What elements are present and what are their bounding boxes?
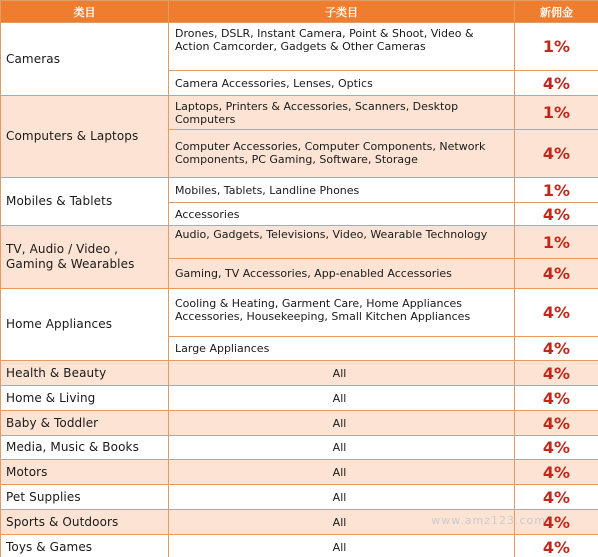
subcategory-cell: Drones, DSLR, Instant Camera, Point & Shoot, Video & Action Camcorder, Gadgets & Other Cameras: [169, 23, 515, 71]
rate-cell: 4%: [515, 386, 598, 411]
subcategory-cell: Mobiles, Tablets, Landline Phones: [169, 178, 515, 203]
rate-cell: 4%: [515, 460, 598, 485]
table-row: [1, 436, 598, 460]
rate-cell: 4%: [515, 130, 598, 178]
subcategory-cell: All: [169, 510, 515, 535]
watermark-text: www.amz123.com: [431, 514, 546, 527]
table-row: [1, 535, 598, 557]
category-cell: Baby & Toddler: [1, 411, 169, 436]
rate-cell: 4%: [515, 203, 598, 226]
header-rate: 新佣金: [515, 1, 598, 23]
rate-cell: 1%: [515, 23, 598, 71]
rate-cell: 1%: [515, 96, 598, 130]
rate-cell: 4%: [515, 485, 598, 510]
category-cell: Computers & Laptops: [1, 96, 169, 178]
category-cell: Media, Music & Books: [1, 436, 169, 460]
subcategory-cell: All: [169, 485, 515, 510]
subcategory-cell: Camera Accessories, Lenses, Optics: [169, 71, 515, 96]
category-cell: Home Appliances: [1, 289, 169, 361]
header-row: [1, 1, 598, 23]
category-cell: Toys & Games: [1, 535, 169, 557]
rate-cell: 4%: [515, 71, 598, 96]
subcategory-cell: Accessories: [169, 203, 515, 226]
subcategory-cell: Large Appliances: [169, 337, 515, 361]
subcategory-cell: All: [169, 361, 515, 386]
subcategory-cell: Cooling & Heating, Garment Care, Home Appliances Accessories, Housekeeping, Small Kitchen Appliances: [169, 289, 515, 337]
table-row: [1, 411, 598, 436]
subcategory-cell: All: [169, 436, 515, 460]
category-cell: Cameras: [1, 23, 169, 96]
rate-cell: 1%: [515, 178, 598, 203]
table-row: [1, 289, 598, 337]
rate-cell: 4%: [515, 259, 598, 289]
category-cell: Motors: [1, 460, 169, 485]
subcategory-cell: Gaming, TV Accessories, App-enabled Accessories: [169, 259, 515, 289]
table-row: [1, 460, 598, 485]
table-row: [1, 361, 598, 386]
rate-cell: 4%: [515, 289, 598, 337]
rate-cell: 4%: [515, 337, 598, 361]
header-subcategory: 子类目: [169, 1, 515, 23]
rate-cell: 4%: [515, 411, 598, 436]
rate-cell: 1%: [515, 226, 598, 259]
subcategory-cell: All: [169, 460, 515, 485]
subcategory-cell: Laptops, Printers & Accessories, Scanners, Desktop Computers: [169, 96, 515, 130]
category-cell: Home & Living: [1, 386, 169, 411]
category-cell: Health & Beauty: [1, 361, 169, 386]
header-category: 类目: [1, 1, 169, 23]
table-row: [1, 485, 598, 510]
category-cell: Mobiles & Tablets: [1, 178, 169, 226]
table-row: [1, 386, 598, 411]
category-cell: TV, Audio / Video , Gaming & Wearables: [1, 226, 169, 289]
subcategory-cell: All: [169, 535, 515, 557]
table-row: [1, 226, 598, 259]
rate-cell: 4%: [515, 436, 598, 460]
category-cell: Sports & Outdoors: [1, 510, 169, 535]
table-row: [1, 96, 598, 130]
subcategory-cell: Audio, Gadgets, Televisions, Video, Wearable Technology: [169, 226, 515, 259]
table-row: [1, 178, 598, 203]
rate-cell: 4%: [515, 535, 598, 557]
category-cell: Pet Supplies: [1, 485, 169, 510]
subcategory-cell: Computer Accessories, Computer Components, Network Components, PC Gaming, Software, Storage: [169, 130, 515, 178]
subcategory-cell: All: [169, 386, 515, 411]
rate-cell: 4%: [515, 361, 598, 386]
subcategory-cell: All: [169, 411, 515, 436]
table-row: [1, 23, 598, 71]
rate-cell: 4%: [515, 510, 598, 535]
